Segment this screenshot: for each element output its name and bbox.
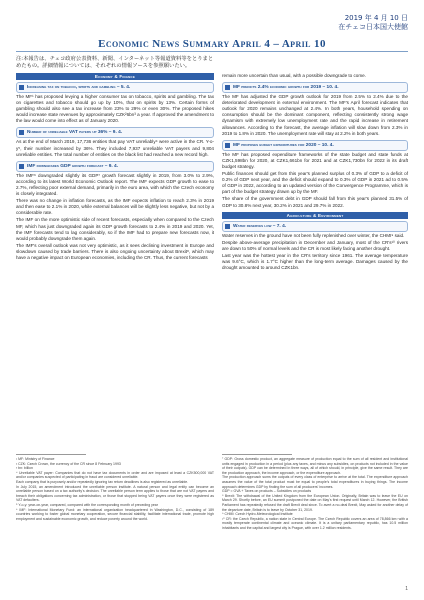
footnote: ⁸ Brexit: The withdrawal of the United Kingdom from the European Union. Originally, Britain was to leave the EU on March 29. Shortly before, an EU summit postponed the date on May's first request until March 12. However, the British Parliament has repeatedly refused the draft Brexit deal since. To avert a no-deal Brexit, May asked for another delay of the departure date, Britain is to leave by October 31, 2019. — [222, 493, 408, 512]
header-date: 2019 年 4 月 10 日 — [344, 14, 408, 22]
paragraph-imf-1: The IMF⁶ downgraded slightly its GDP⁷ growth forecast slightly in 2019, from 3.0% to 2.9%, according to its latest World Economic Outlook report. The IMF expects GDP growth to ease to 2.7%, reflecting poor external demand, primarily in the euro area, with which the Czech economy is closely integrated. — [16, 172, 214, 197]
bullet-square-icon — [19, 130, 24, 135]
header-date-block — [338, 14, 408, 32]
footnote-divider-right — [222, 454, 292, 455]
section-heading-water — [222, 221, 408, 232]
footnote: ⁵ Y-o-y: year-on-year, compared, compared with the corresponding month of preceding year — [16, 502, 158, 507]
footnote: In July 2015, an amendment introduced the unreliable person institute. A natural person and legal entity can become an unreliable person based on a tax authority's decision. The unreliable person term applies to those that are not VAT payers and breach their obligations concerning tax administration, or those that stopped being VAT payers once they were registered as VAT defaulters. — [16, 484, 214, 503]
footnote: ⁹ CHMI: Czech Hydro-Meteorological Institute — [222, 512, 293, 517]
section-heading-imf — [16, 161, 214, 172]
section-bar-agriculture: Agriculture & Environment — [222, 212, 408, 219]
left-column — [16, 73, 214, 261]
footnote-divider-left — [16, 454, 86, 455]
paragraph-budget-2: Public finances should get from this year's planned surplus of 0.3% of GDP to a deficit of 0.2% of GDP next year, and the deficit should expand to 0.3% of GDP in 2021 ad to 0.5% of GDP in 2022, according to an updated version of the Convergence Programme, which is part of the budget strategy drawn up by the MF. — [222, 171, 408, 195]
header-org: 在チェコ日本国大使館 — [338, 23, 408, 31]
paragraph-budget-3: The share of the government debt in GDP should fall from this year's planned 31.5% of GDP to 30.8% next year, 30.2% in 2021 and 29.7% in 2022. — [222, 196, 408, 208]
section-title-tax: Increasing tax on tobacco, spirits and gambling – 5. 4. — [27, 85, 131, 90]
section-heading-gdp-forecast — [222, 82, 408, 93]
section-heading-budget — [222, 140, 408, 151]
paragraph-vat: As at the end of March 2019, 17,736 entities that pay VAT unreliably⁴ were active in the CR. Y-o-y⁵, their number increased by 36%. They included 7,937 unreliable VAT payers and 9,804 unreliable entities. The total number of entities on the black list had reached a new record high. — [16, 139, 214, 157]
title-divider — [16, 51, 408, 52]
footnotes-left — [16, 457, 214, 521]
paragraph-budget-1: The MF has proposed expenditure frameworks of the state budget and state funds at CZK1,598bn for 2020, at CZK1,661bn for 2021 and at CZK1,730bn for 2022 in its draft budget strategy. — [222, 151, 408, 169]
bullet-square-icon — [19, 164, 24, 169]
page-number: 1 — [405, 586, 408, 592]
paragraph-imf-2: There was no change in inflation forecasts, as the IMF expects inflation to reach 2.3% in 2019 and then ease to 2.1% in 2020, while external balances will be slightly less negative, but not by a considerable rate. — [16, 198, 214, 216]
footnote: ¹⁰ CR: the Czech Republic, a nation state in Central Europe. The Czech Republic covers an area of 78,866 km² with a mostly temperate continental climate and oceanic climate. It is a unitary parliamentary republic, has 10.5 million inhabitants and the capital and largest city is Prague, with over 1.2 million residents. — [222, 516, 408, 530]
section-heading-tax — [16, 82, 214, 93]
paragraph-water-1: Water reserves in the ground have not been fully replenished over winter, the CHMI⁹ said. — [222, 232, 405, 238]
footnote: ³ bn: billion — [16, 466, 33, 471]
section-title-gdp-forecast: MF predicts 2.4% economic growth for 2019 – 10. 4. — [233, 85, 339, 91]
section-bar-economy: Economy & Finance — [16, 73, 214, 80]
paragraph-imf-3: The IMF on the more optimistic side of recent forecasts, especially when compared to the Czech MF, which has just downgraded again its GDP growth forecasts to 2.4% in 2019 and 2020. Yet, the IMF forecasts tend to lag considerably, so if the IMF had to prepare new forecasts now, it would probably downgrade them again. — [16, 217, 214, 241]
section-title-vat: Number of unreliable VAT payers up 36% – 9. 4. — [27, 130, 123, 136]
right-column — [222, 73, 408, 271]
intro-note: 注:本報告は、チェコ政府公表資料、新聞、インターネット等報道資料等をとりまとめたもの。詳細情報については、それぞれの情報ソースを参照願いたい。 — [16, 56, 214, 69]
footnote: ⁶ IMF: International Monetary Fund: an international organization headquartered in Washington, D.C., consisting of 189 countries working to foster global monetary cooperation, secure financial stability, facilitate international trade, promote high employment and sustainable economic growth, and reduce poverty around the world. — [16, 507, 214, 521]
footnote: Each company that is purposely and/or repeatedly ignoring tax return deadlines is also registered as unreliable. — [16, 479, 189, 484]
footnote: GDP = GVA + Taxes on products – Subsidies on products — [222, 489, 312, 494]
paragraph-imf-4: The IMF's overall outlook was not very optimistic, as it sees declining investment in Europe and slowdown caused by trade barriers. There is also ongoing uncertainty about Brexit⁸, which may have a negative impact on European economies, including the CR. Thus, the current forecasts — [16, 242, 214, 260]
page-title: Economic News Summary April 4 – April 10 — [98, 38, 326, 50]
paragraph-continued: remain more uncertain than usual, with a possible downgrade to come. — [222, 73, 367, 78]
footnote: ¹ MF: Ministry of Finance — [16, 457, 55, 461]
bullet-square-icon — [225, 143, 230, 148]
paragraph-water-2: Despite above-average precipitation in December and January, most of the CR's¹⁰ rivers are down to 50% of normal levels and the CR is most likely facing another drought. — [222, 239, 408, 251]
footnote: ² CZK: Czech Crown, the currency of the CR since 8 February 1993 — [16, 461, 121, 466]
section-title-water: Water reserves low – 7. 4. — [233, 223, 287, 229]
paragraph-gdp-forecast: The MF has adjusted the GDP growth outlook for 2019 from 2.5% to 2.4% due to the deteriorated development in external environment. The MF's April forecast indicates that outlook for 2020 remains unchanged at 2.4%. In both years, household spending on consumption should be the dominant component, reflecting consistently strong wage dynamism with extremely low unemployment rate and the rapid increase in retirement allowances. According to the forecast, the average inflation will slow down from 2.3% in 2019 to 1.8% in 2020. The unemployment rate will stay at 2.2% in both years. — [222, 94, 408, 136]
bullet-square-icon — [225, 224, 230, 229]
paragraph-water-3: Last year was the hottest year in the CR's territory since 1961. The average temperature was 9.6°C, which is 1.7°C higher than the long-term average. Damages caused by the drought amounted to around CZK1bn. — [222, 252, 408, 271]
footnote: ⁴ Unreliable VAT payer: Companies that do not have tax documents in order and are imposed at least a CZK500,000 VAT and/or companies suspected of participating in fraud are considered unreliable. — [16, 470, 214, 480]
bullet-square-icon — [19, 85, 24, 90]
section-title-budget: MF proposes budget expenditures for 2020 – 10. 4. — [233, 142, 334, 148]
footnote: ⁷ GDP: Gross domestic product, an aggregate measure of production equal to the sum of all resident and institutional units engaged in production in a period (plus any taxes, and minus any subsidies, on products not included in the value of their outputs). GDP can be determined in three ways, all of which should, in principle, give the same result. They are the production approach, the income approach, or the expenditure approach. — [222, 457, 408, 475]
paragraph-tax: The MF¹ has proposed levying a higher consumer tax on tobacco, spirits and gambling. The tax on cigarettes and tobacco should go up by 10%, that on spirits by 13%. Certain forms of gambling should also see a tax increase from 23% to 29% or even 30%. The proposed hikes would increase state revenues by approximately CZK²6bn³ a year. If approved the amendment to the law would come into effect as of January 2020. — [16, 94, 214, 124]
footnotes-right — [222, 457, 408, 531]
section-title-imf: IMF downgrades GDP growth forecast – 9. 4. — [27, 163, 119, 169]
bullet-square-icon — [225, 85, 230, 90]
section-heading-vat — [16, 127, 214, 138]
footnote: The production approach sums the outputs of every class of enterprise to arrive at the total. The expenditure approach assumes the value of the total product must be equal to people's total expenditures in buying things. The income approach determines GDP by finding the sum of all producers' incomes. — [222, 475, 408, 489]
